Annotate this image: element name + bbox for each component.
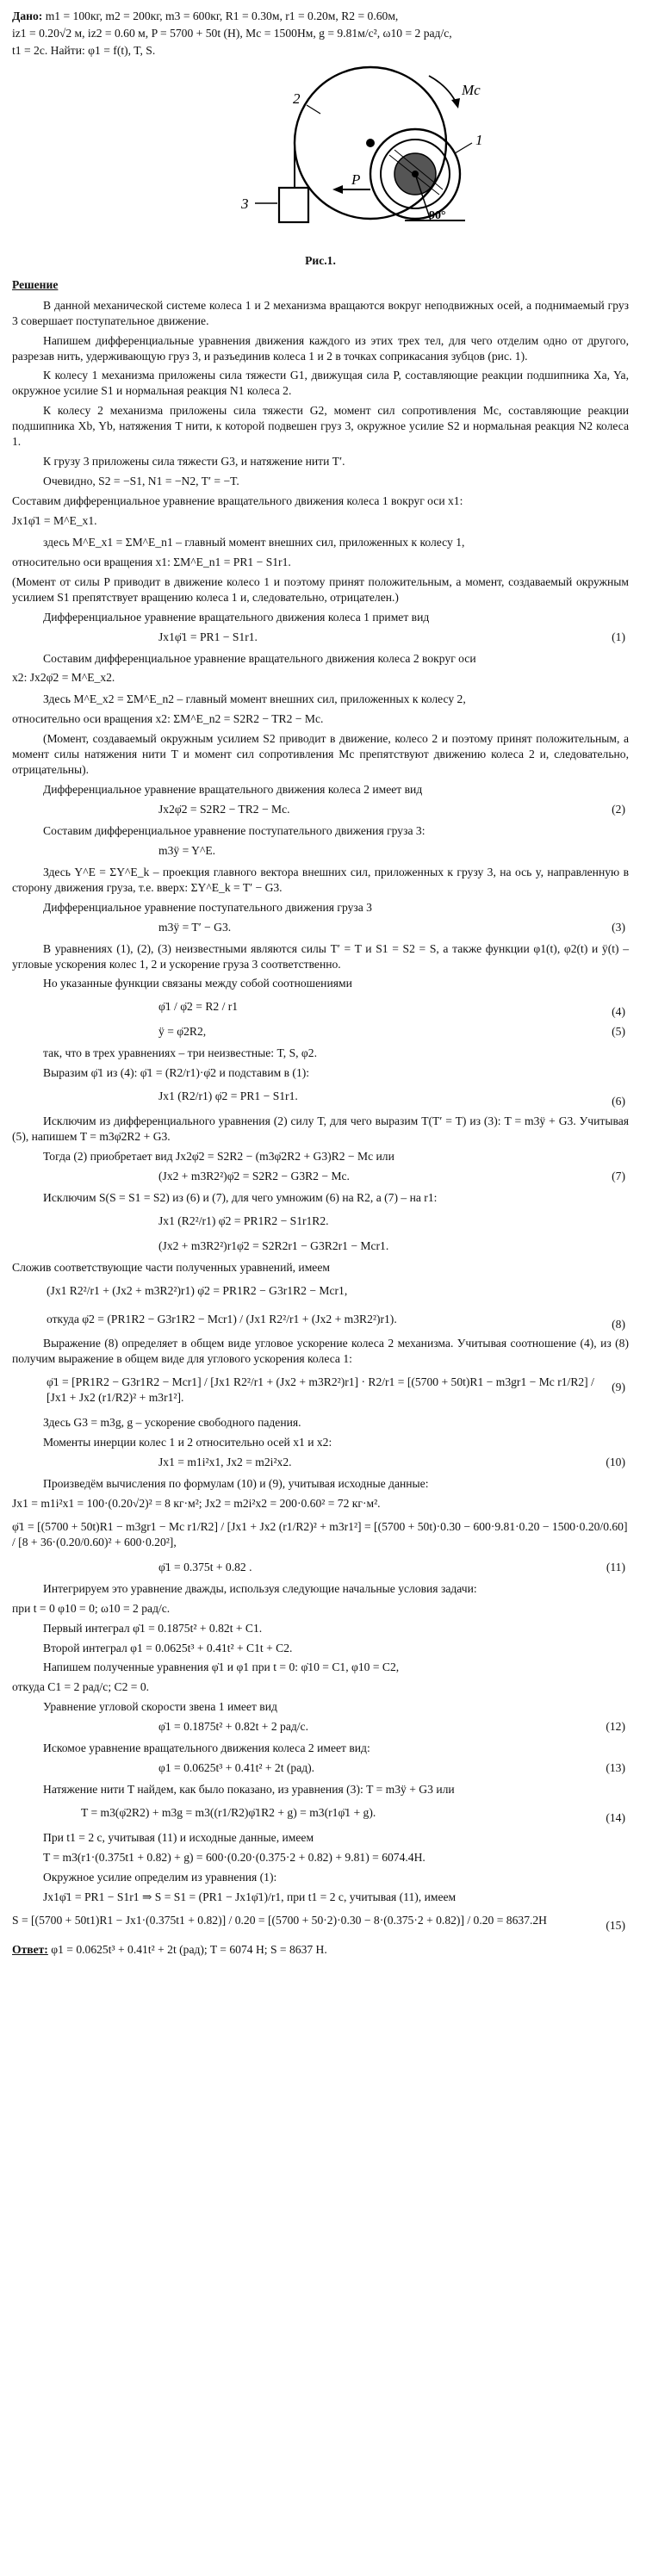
- paragraph: здесь M^E_x1 = ΣM^E_n1 – главный момент внешних сил, приложенных к колесу 1,: [43, 535, 465, 549]
- equation-text: m3ÿ = T′ − G3.: [158, 920, 232, 934]
- paragraph: Первый интеграл φ̇1 = 0.1875t² + 0.82t + C1.: [43, 1621, 263, 1635]
- load-label: 3: [241, 195, 249, 212]
- equation-number: (5): [612, 1025, 625, 1039]
- given-label: Дано:: [12, 9, 43, 22]
- paragraph: Выражение (8) определяет в общем виде угловое ускорение колеса 2 механизма. Учитывая соотношение (4), из (8) получим выражение в общем виде для углового ускорения колеса 1:: [12, 1337, 629, 1366]
- paragraph: Дифференциальное уравнение вращательного движения колеса 1 примет вид: [43, 610, 430, 624]
- equation-6: [12, 1085, 629, 1108]
- wheel-1-label: 1: [475, 131, 483, 148]
- angle-label: 90°: [429, 208, 446, 222]
- equation-number: (4): [612, 1005, 625, 1019]
- equation-number: (15): [606, 1918, 625, 1932]
- paragraph: (Момент от силы P приводит в движение колесо 1 и поэтому принят положительным, а момент, создаваемый окружным усилием S1 препятствует вращению колеса 1 и, следовательно, отрицателен.): [12, 574, 629, 604]
- equation-7: [12, 1169, 629, 1184]
- paragraph: Уравнение угловой скорости звена 1 имеет вид: [43, 1700, 277, 1714]
- paragraph: Но указанные функции связаны между собой соотношениями: [43, 977, 352, 990]
- paragraph: Сложив соответствующие части полученных уравнений, имеем: [12, 1260, 330, 1274]
- equation: x2: Jx2φ̈2 = M^E_x2.: [12, 671, 115, 685]
- paragraph: так, что в трех уравнениях – три неизвестные: T, S, φ2.: [43, 1046, 317, 1060]
- force-label: P: [351, 171, 361, 188]
- load-3: [279, 188, 308, 222]
- paragraph: К колесу 1 механизма приложены сила тяжести G1, движущая сила P, составляющие реакции подшипника Xa, Ya, окружное усилие S1 и нормальная реакция N1 колеса 2.: [12, 369, 629, 398]
- paragraph: Составим дифференциальное уравнение поступательного движения груза 3:: [43, 823, 425, 837]
- equation-9: [12, 1371, 629, 1409]
- equation: (Jx1 R2²/r1 + (Jx2 + m3R2²)r1) φ̈2 = PR1R2 − G3r1R2 − Mcr1,: [47, 1283, 348, 1297]
- paragraph: Составим дифференциальное уравнение вращательного движения колеса 2 вокруг оси: [43, 651, 476, 665]
- paragraph: Тогда (2) приобретает вид Jx2φ̈2 = S2R2 − (m3φ̈2R2 + G3)R2 − Mc или: [43, 1149, 394, 1163]
- wheel-1-leader: [455, 143, 472, 153]
- paragraph: Натяжение нити T найдем, как было показано, из уравнения (3): T = m3ÿ + G3 или: [43, 1783, 455, 1797]
- given-line-1: [12, 9, 629, 24]
- paragraph: Здесь M^E_x2 = ΣM^E_n2 – главный момент внешних сил, приложенных к колесу 2,: [43, 692, 466, 706]
- solution-heading: Решение: [12, 277, 59, 291]
- equation: Jx1 (R2²/r1) φ̈2 = PR1R2 − S1r1R2.: [158, 1214, 329, 1227]
- wheel-2-label: 2: [293, 90, 301, 107]
- wheel-2-axle: [366, 139, 375, 147]
- equation-11: [12, 1560, 629, 1575]
- equation-12: [12, 1719, 629, 1735]
- paragraph: Дифференциальное уравнение поступательного движения груза 3: [43, 900, 372, 914]
- equation-number: (9): [612, 1381, 625, 1394]
- wheel-2-leader: [307, 105, 320, 114]
- equation-text: T = m3(φ̈2R2) + m3g = m3((r1/R2)φ̈1R2 + g) = m3(r1φ̈1 + g).: [81, 1806, 376, 1819]
- equation-text: Jx1 (R2/r1) φ̈2 = PR1 − S1r1.: [158, 1089, 298, 1103]
- equation-14: [12, 1802, 629, 1824]
- paragraph: Исключим из дифференциального уравнения (2) силу T, для чего выразим T(T′ = T) из (3): T = m3ÿ + G3. Учитывая (5), напишем T = m3φ̈2R2 + G3.: [12, 1114, 629, 1143]
- paragraph: Дифференциальное уравнение вращательного движения колеса 2 имеет вид: [43, 783, 423, 797]
- paragraph: (Момент, создаваемый окружным усилием S2 приводит в движение, колесо 2 и поэтому принят положительным, а момент силы натяжения нити T и момент сил сопротивления Mc препятствуют движению колеса 2 и, следовательно, отрицательны).: [12, 732, 629, 777]
- equation-text: Jx1 = m1i²x1, Jx2 = m2i²x2.: [158, 1456, 292, 1469]
- equation-number: (14): [606, 1811, 625, 1824]
- paragraph: при t = 0 φ10 = 0; ω10 = 2 рад/с.: [12, 1601, 171, 1615]
- equation: φ̈1 = [(5700 + 50t)R1 − m3gr1 − Mc r1/R2] / [Jx1 + Jx2 (r1/R2)² + m3r1²] = [(5700 + 50t)·0.30 − 600·9.81·0.20 − 1500·0.20/0.60] / [8 + 36·(0.20/0.60)² + 600·0.20²],: [12, 1519, 628, 1549]
- equation-number: (1): [612, 630, 625, 643]
- equation-13: [12, 1760, 629, 1776]
- equation-number: (10): [606, 1456, 625, 1469]
- mechanism-figure: [0, 60, 646, 253]
- equation-number: (2): [612, 803, 625, 816]
- paragraph: относительно оси вращения x1: ΣM^E_n1 = PR1 − S1r1.: [12, 555, 291, 568]
- paragraph: Моменты инерции колес 1 и 2 относительно осей x1 и x2:: [43, 1436, 332, 1449]
- paragraph: Напишем полученные уравнения φ̇1 и φ1 при t = 0: φ̇10 = C1, φ10 = C2,: [43, 1660, 400, 1674]
- paragraph: T = m3(r1·(0.375t1 + 0.82) + g) = 600·(0.20·(0.375·2 + 0.82) + 9.81) = 6074.4Н.: [43, 1850, 425, 1864]
- equation-number: (7): [612, 1169, 625, 1182]
- answer-text: φ1 = 0.0625t³ + 0.41t² + 2t (рад); T = 6074 Н; S = 8637 Н.: [47, 1942, 327, 1956]
- equation-3: [12, 920, 629, 935]
- moment-arrowhead: [451, 98, 460, 109]
- equation-text: откуда φ̈2 = (PR1R2 − G3r1R2 − Mcr1) / (Jx1 R2²/r1 + (Jx2 + m3R2²)r1).: [47, 1312, 397, 1325]
- paragraph: Jx1φ̈1 = PR1 − S1r1 ⇒ S = S1 = (PR1 − Jx1φ̈1)/r1, при t1 = 2 с, учитывая (11), имеем: [43, 1890, 457, 1903]
- paragraph: Здесь G3 = m3g, g – ускорение свободного падения.: [43, 1416, 301, 1430]
- equation-text: φ̈1 = [PR1R2 − G3r1R2 − Mcr1] / [Jx1 R2²/r1 + (Jx2 + m3R2²)r1] · R2/r1 = [(5700 + 50t)R1 − m3gr1 − Mc r1/R2] / [Jx1 + Jx2 (r1/R2)² + m3r1²].: [47, 1375, 594, 1405]
- equation-text: Jx2φ̈2 = S2R2 − TR2 − Mc.: [158, 803, 290, 816]
- paragraph: относительно оси вращения x2: ΣM^E_n2 = S2R2 − TR2 − Mc.: [12, 712, 324, 726]
- equation-number: (6): [612, 1095, 625, 1108]
- paragraph: Произведём вычисления по формулам (10) и (9), учитывая исходные данные:: [43, 1477, 429, 1490]
- paragraph: Окружное усилие определим из уравнения (1):: [43, 1870, 277, 1884]
- equation-number: (12): [606, 1720, 625, 1734]
- paragraph: Jx1 = m1i²x1 = 100·(0.20√2)² = 8 кг·м²; Jx2 = m2i²x2 = 200·0.60² = 72 кг·м².: [12, 1496, 381, 1510]
- force-p-arrowhead: [332, 185, 343, 194]
- equation-text: φ̈1 = 0.375t + 0.82 .: [158, 1560, 252, 1574]
- paragraph: Напишем дифференциальные уравнения движения каждого из этих трех тел, для чего отделим одно от другого, разрезав нить, удерживающую груз 3, и разъединив колеса 1 и 2 в точках соприкасания зубцов (рис. 1).: [12, 333, 629, 363]
- answer-line: [12, 1942, 629, 1958]
- equation-text: S = [(5700 + 50t1)R1 − Jx1·(0.375t1 + 0.82)] / 0.20 = [(5700 + 50·2)·0.30 − 8·(0.375·2 + 0.82)] / 0.20 = 8637.2Н: [12, 1913, 547, 1927]
- paragraph: Здесь Y^E = ΣY^E_k – проекция главного вектора внешних сил, приложенных к грузу 3, на ось y, направленную в сторону движения груза, т.е. вверх: ΣY^E_k = T′ − G3.: [12, 865, 629, 894]
- equation-4: [12, 996, 629, 1018]
- paragraph: Исключим S(S = S1 = S2) из (6) и (7), для чего умножим (6) на R2, а (7) – на r1:: [43, 1190, 438, 1204]
- mechanism-diagram: [0, 60, 646, 253]
- paragraph: В уравнениях (1), (2), (3) неизвестными являются силы T′ = T и S1 = S2 = S, а также функции φ1(t), φ2(t) и ÿ(t) – угловые ускорения колес 1, 2 и ускорение груза 3 соответственно.: [12, 941, 629, 971]
- equation-number: (3): [612, 920, 625, 934]
- equation-text: φ̈1 / φ̈2 = R2 / r1: [158, 1000, 239, 1014]
- equation-number: (8): [612, 1317, 625, 1331]
- paragraph: При t1 = 2 с, учитывая (11) и исходные данные, имеем: [43, 1830, 314, 1844]
- equation-text: φ̇1 = 0.1875t² + 0.82t + 2 рад/с.: [158, 1720, 308, 1734]
- given-line-2: iz1 = 0.20√2 м, iz2 = 0.60 м, P = 5700 + 50t (Н), Mc = 1500Нм, g = 9.81м/с², ω10 = 2 рад/с,: [12, 26, 452, 40]
- paragraph: откуда C1 = 2 рад/с; C2 = 0.: [12, 1680, 150, 1694]
- paragraph: Искомое уравнение вращательного движения колеса 2 имеет вид:: [43, 1741, 370, 1755]
- paragraph: Очевидно, S2 = −S1, N1 = −N2, T′ = −T.: [43, 475, 239, 488]
- equation-10: [12, 1455, 629, 1470]
- equation-5: [12, 1024, 629, 1040]
- given-line-3: t1 = 2с. Найти: φ1 = f(t), T, S.: [12, 43, 156, 57]
- figure-caption: Рис.1.: [305, 253, 336, 267]
- paragraph: Выразим φ̈1 из (4): φ̈1 = (R2/r1)·φ̈2 и подставим в (1):: [43, 1066, 310, 1080]
- equation: Jx1φ̈1 = M^E_x1.: [12, 513, 97, 527]
- paragraph: Составим дифференциальное уравнение вращательного движения колеса 1 вокруг оси x1:: [12, 494, 463, 507]
- given-values-1: m1 = 100кг, m2 = 200кг, m3 = 600кг, R1 = 0.30м, r1 = 0.20м, R2 = 0.60м,: [45, 9, 399, 22]
- equation-15: [12, 1909, 629, 1932]
- equation-2: [12, 802, 629, 817]
- given-block: [12, 9, 629, 59]
- equation-number: (13): [606, 1761, 625, 1775]
- equation-1: [12, 630, 629, 645]
- equation: (Jx2 + m3R2²)r1φ̈2 = S2R2r1 − G3R2r1 − Mcr1.: [158, 1238, 389, 1252]
- moment-label: Mc: [462, 81, 481, 98]
- paragraph: К грузу 3 приложены сила тяжести G3, и натяжение нити T′.: [43, 455, 345, 469]
- equation-text: Jx1φ̈1 = PR1 − S1r1.: [158, 630, 258, 643]
- paragraph: В данной механической системе колеса 1 и 2 механизма вращаются вокруг неподвижных осей, а поднимаемый груз 3 совершает поступательное движение.: [12, 298, 629, 327]
- equation-text: φ1 = 0.0625t³ + 0.41t² + 2t (рад).: [158, 1761, 315, 1775]
- paragraph: Интегрируем это уравнение дважды, используя следующие начальные условия задачи:: [43, 1581, 477, 1595]
- answer-label: Ответ:: [12, 1942, 48, 1956]
- equation-text: ÿ = φ̈2R2,: [158, 1025, 207, 1039]
- paragraph: К колесу 2 механизма приложены сила тяжести G2, момент сил сопротивления Mc, составляющие реакции подшипника Xb, Yb, натяжения T нити, к которой подвешен груз 3, окружное усилие S2 и нормальная реакция N2 колеса 1.: [12, 404, 629, 449]
- equation-8: [12, 1308, 629, 1331]
- equation-text: (Jx2 + m3R2²)φ̈2 = S2R2 − G3R2 − Mc.: [158, 1169, 350, 1182]
- equation-number: (11): [606, 1560, 625, 1574]
- paragraph: Второй интеграл φ1 = 0.0625t³ + 0.41t² + C1t + C2.: [43, 1641, 293, 1654]
- equation: m3ÿ = Y^E.: [158, 843, 216, 857]
